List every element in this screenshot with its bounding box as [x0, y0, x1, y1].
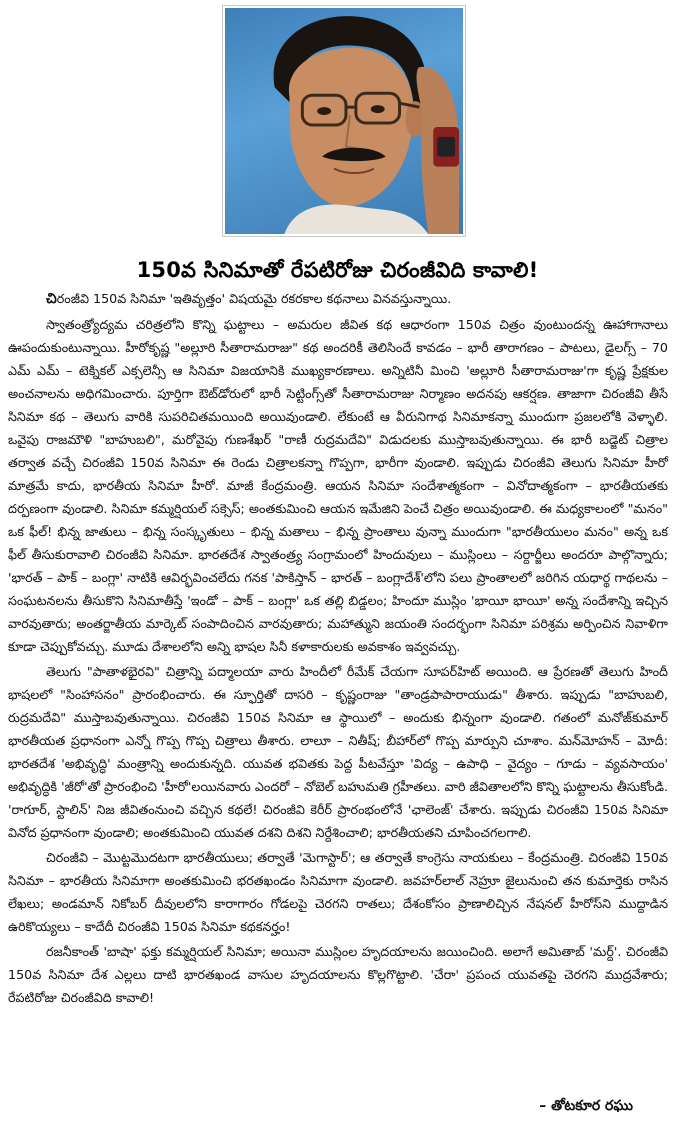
paragraph: చిరంజీవి – మొట్టమొదటగా భారతీయులు; తర్వాతే 'మెగాస్టార్'; ఆ తర్వాతే కాంగ్రెసు నాయకులు – కేంద్రమంత్రి. చిరంజీవి 150వ సినిమా – భారతీయ సినిమాగా అంతకుమించి భరతఖండం సినిమాగా వుండాలి. జవహర్‌లాల్ నెహ్రూ జైలునుంచి తన కుమార్తెకు రాసిన లేఖలు; అండమాన్ నికోబర్ దీవులలోని కారాగారం గోడలపై చెరగని రాతలు; దేశంకోసం ప్రాణాలిచ్చిన నేషనల్ హీరోస్‌ని ముద్దాడిన ఉరికొయ్యలు – కాదేదీ చిరంజీవి 150వ సినిమా కథకనర్హం!	[8, 850, 668, 934]
article-body	[8, 287, 668, 1011]
paragraph: తెలుగు "పాతాళభైరవి" చిత్రాన్ని పద్మాలయా వారు హిందీలో రీమేక్ చేయగా సూపర్‌హిట్ అయింది. ఆ ప్రేరణతో తెలుగు హిందీ భాషలలో "సింహాసనం" ప్రారంభించారు. ఈ స్ఫూర్తితో దాసరి – కృష్ణంరాజు "తాండ్రపాపారాయుడు" తీశారు. ఇప్పుడు "బాహుబలి, రుద్రమదేవి" ముస్తాబవుతున్నాయి. చిరంజీవి 150వ సినిమా ఆ స్థాయిలో – అందుకు భిన్నంగా వుండాలి. గతంలో మనోజ్‌కుమార్ భారతీయత ప్రధానంగా ఎన్నో గొప్ప గొప్ప చిత్రాలు తీశారు. లాలూ – నితీష్; బీహార్‌లో గొప్ప మార్పుని చూశాం. మన్‌మోహన్ – మోదీ: భారతదేశ 'అభివృద్ధి' మంత్రాన్ని అందుకున్నది. యువత భవితకు పెద్ద పీటవేస్తూ 'విద్య – ఉపాధి – వైద్యం – గూడు – వ్యవసాయం' అభివృద్ధికి 'జీరో'తో ప్రారంభించి 'హీరో'లయినవారు ఎందరో – నోబెల్ బహుమతి గ్రహీతలు. వారి జీవితాలలోని కొన్ని ఘట్టాలను తీసుకోండి. 'రాగూర్, స్టాలిన్' నిజ జీవితంనుంచి వచ్చిన కథలే! చిరంజీవి కెరీర్ ప్రారంభంలోనే 'ఛాలెంజ్' చేశారు. ఇప్పుడు చిరంజీవి 150వ సినిమా వినోద ప్రధానంగా వుండాలి; అంతకుమించి యువత దశని దిశని నిర్దేశించాలి; భారతీయతని చూపించగలగాలి.	[8, 664, 668, 840]
author-byline: – తోటకూర రఘు	[539, 1098, 633, 1114]
article-headline: 150వ సినిమాతో రేపటిరోజు చిరంజీవిది కావాలి!	[136, 258, 539, 282]
paragraph: స్వాతంత్ర్యోద్యమ చరిత్రలోని కొన్ని ఘట్టాలు – అమరుల జీవిత కథ ఆధారంగా 150వ చిత్రం వుంటుందన్న ఊహాగానాలు ఊపందుకుంటున్నాయి. హీరోకృష్ణ "అల్లూరి సీతారామరాజు" కథ అందరికీ తెలిసిందే కావడం – భారీ తారాగణం – పాటలు, డైలగ్స్ – 70 ఎమ్ ఎమ్ – టెక్నికల్ ఎక్సలెన్సీ ఆ సినిమా విజయానికి ముఖ్యకారణాలు. అన్నిటినీ మించి 'అల్లూరి సీతారామరాజు'గా కృష్ణ ప్రేక్షకుల అంచనాలను అధిగమించారు. పూర్తిగా ఔట్‌డోరులో భారీ సెట్టింగ్స్‌తో సీతారామరాజు నిర్మాణం అదనపు ఆకర్షణ. తాజాగా చిరంజీవి తీసే సినిమా కథ – తెలుగు వారికి సుపరిచితమయింది అయివుండాలి. లేకుంటే ఆ వీరునిగాథ సినిమాకన్నా ముందుగా ప్రజలలోకి వెళ్ళాలి. ఒవైపు రాజమౌళి "బాహుబలి", మరోవైపు గుణశేఖర్ "రాణీ రుద్రమదేవి" విడుదలకు ముస్తాబవుతున్నాయి. ఈ భారీ బడ్జెట్ చిత్రాల తర్వాత వచ్చే చిరంజీవి 150వ సినిమా ఈ రెండు చిత్రాలకన్నా గొప్పగా, భారీగా వుండాలి. ఇప్పుడు చిరంజీవి తెలుగు సినిమా హీరో మాత్రమే కాదు, భారతీయ సినిమా హీరో. మాజీ కేంద్రమంత్రి. ఆయన సినిమా సందేశాత్మకంగా – వినోదాత్మకంగా – భారతీయతకు దర్పణంగా వుండాలి. సినిమా కమ్మర్షియల్ సక్సెస్; అంతకుమించి ఆయన ఇమేజిని పెంచే చిత్రం అయివుండాలి. ఈ మధ్యకాలంలో "మనం" ఒక ఫీల్! భిన్న జాతులు – భిన్న సంస్కృతులు – భిన్న మతాలు – భిన్న ప్రాంతాలు వున్నా ముందుగా "భారతీయులం మనం" అన్న ఒక ఫీల్ తీసుకురావాలి చిరంజీవి సినిమా. భారతదేశ స్వాతంత్ర్య సంగ్రామంలో హిందువులు – ముస్లింలు – సర్దార్జీలు అందరూ పాల్గొన్నారు; 'భారత్ – పాక్ – బంగ్లా' నాటికి ఆవిర్భవించలేదు గనక 'పాకిస్తాన్ – భారత్ – బంగ్లాదేశ్'లోని పలు ప్రాంతాలలో జరిగిన యధార్థ గాథలను – సంఘటనలను తీసుకొని సినిమాతీస్తే 'ఇండో – పాక్ – బంగ్లా' ఒక తల్లి బిడ్డలం; హిందూ ముస్లిం 'భాయీ భాయీ' అన్న సందేశాన్ని ఇచ్చిన వారవుతారు; అంతర్జాతీయ మార్కెట్ సంపాదించిన వారవుతారు; మహాత్ముని జయంతి సందర్భంగా సినిమా పరిశ్రమ అర్పించిన నివాళిగా కూడా చెప్పుకోవచ్చు. మూడు దేశాలలోని అన్ని భాషల సినీ కళాకారులకు అవకాశం ఇవ్వవచ్చు.	[8, 317, 668, 654]
portrait-photo	[225, 8, 463, 234]
photo-frame	[222, 5, 466, 237]
portrait-illustration	[225, 8, 463, 234]
paragraph: చిరంజీవి 150వ సినిమా 'ఇతివృత్తం' విషయమై రకరకాల కథనాలు వినవస్తున్నాయి.	[46, 291, 452, 307]
paragraph: రజనీకాంత్ 'బాషా' ఫక్తు కమ్మర్షియల్ సినిమా; అయినా ముస్లింల హృదయాలను జయించింది. అలాగే అమితాబ్ 'మర్ద్'. చిరంజీవి 150వ సినిమా దేశ ఎల్లలు దాటి భారతఖండ వాసుల హృదయాలను కొల్లగొట్టాలి. 'చేరా' ప్రపంచ యువతపై చెరగని ముద్రవేశారు; రేపటిరోజు చిరంజీవిది కావాలి!	[8, 944, 668, 1005]
